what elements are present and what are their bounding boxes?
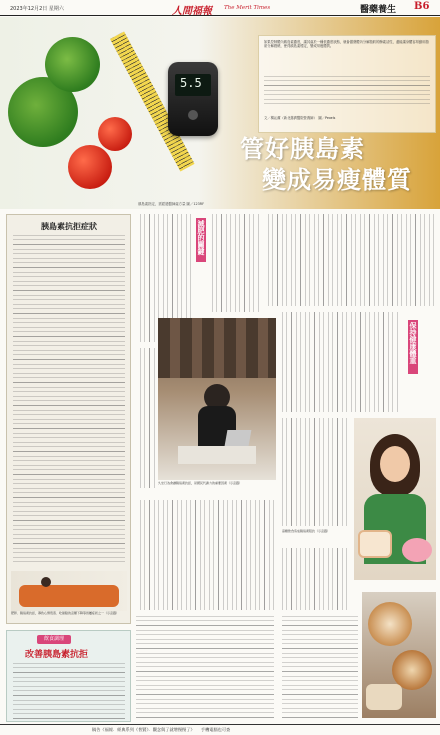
bottom-tag [37,635,71,644]
bottom-tag-text: 飲食調理 [43,636,64,642]
issue-date: 2023年12月2日 星期六 [10,6,64,12]
hero-title-line1: 管好胰島素 [240,134,365,163]
page-number: B6 [414,1,430,12]
sidebar-photo [11,571,127,611]
glucose-meter [168,62,218,136]
laptop-photo-caption: 久坐行為會讓胰島素抗拒，是國民代謝力的重要因素（示意圖） [158,481,243,485]
sidebar-title: 胰島素抗拒症狀 [41,221,97,231]
sidebar-box [6,214,131,624]
intro-text: 如果控制體內胰島素濃度，讓其處於一種低濃度狀態，就會激發體內分解脂肪的酶素活性，還能讓身體容易動用脂肪分解燃燒，使得胰島素穩定，變成易瘦體質。 [264,40,429,49]
byline: 文／楊沁潔（新北慈濟醫院營養師） 圖／Pexels [264,116,336,120]
footer [0,724,440,735]
subhead-2-text: 保持健康體重 [409,322,418,364]
hero-photo-caption [138,201,204,206]
hero-title-line2: 變成易瘦體質 [262,165,412,194]
paper-name: 人間福報 [172,6,212,17]
footer-text: 稿告《福報．經典系列《普賢》．觀念與了就增慢慢了》 手機電腦也可查 [92,727,231,732]
laptop-man-photo [158,318,276,480]
photo-caption-text: 胰島素指定，需經過醫師處方量 [138,202,186,206]
sidebar-photo-caption: 肥胖、胰島素抗拒，導致心情低落、吃甜點的意願下降等皆屬症狀之一（示意圖） [11,611,120,615]
section-name: 醫藥養生 [360,5,397,15]
bottom-box [6,630,131,722]
pastry-photo [362,592,436,718]
masthead [0,0,440,16]
bottom-title: 改善胰島素抗拒 [25,650,89,660]
photo-credit: 圖／123RF [186,202,205,206]
intro-box [258,35,436,133]
paper-name-en: The Merit Times [224,5,271,11]
sweets-woman-photo [354,418,436,580]
sweets-photo-caption: 高糖飲食造成胰島素阻抗（示意圖） [282,529,331,533]
subhead-1-text: 減肥的關鍵 [197,220,206,255]
hero-image [0,17,440,209]
tomato-illustration [68,145,112,189]
meter-reading: 5.5 [180,76,202,90]
